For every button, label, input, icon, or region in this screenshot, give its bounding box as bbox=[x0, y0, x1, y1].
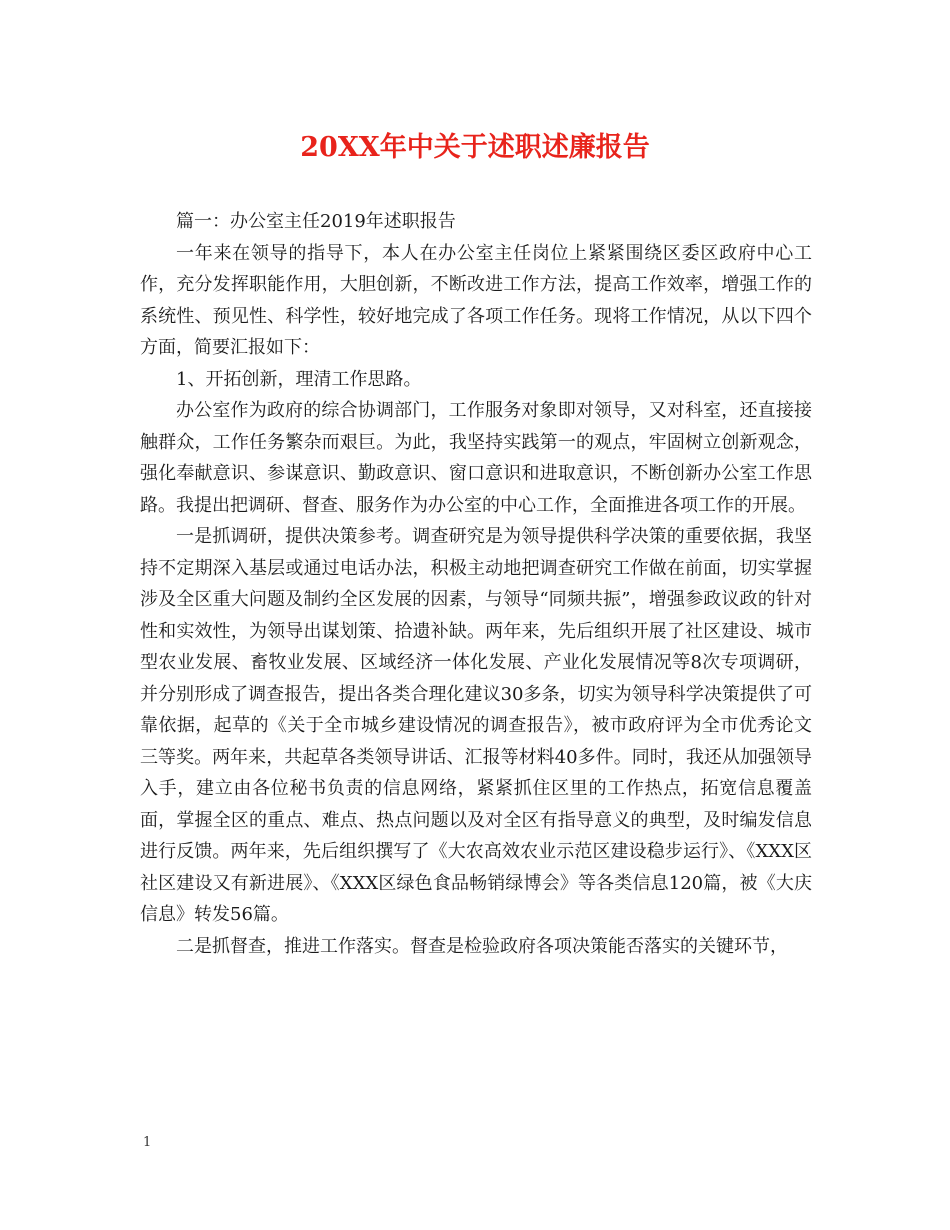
paragraph: 一年来在领导的指导下，本人在办公室主任岗位上紧紧围绕区委区政府中心工作，充分发挥职能作用，大胆创新，不断改进工作方法，提高工作效率，增强工作的系统性、预见性、科学性，较好地完成了各项工作任务。现将工作情况，从以下四个方面，简要汇报如下： bbox=[140, 242, 812, 358]
paragraph: 一是抓调研，提供决策参考。调查研究是为领导提供科学决策的重要依据，我坚持不定期深入基层或通过电话办法，积极主动地把调查研究工作做在前面，切实掌握涉及全区重大问题及制约全区发展的因素，与领导“同频共振”，增强参政议政的针对性和实效性，为领导出谋划策、拾遗补缺。两年来，先后组织开展了社区建设、城市型农业发展、畜牧业发展、区域经济一体化发展、产业化发展情况等8次专项调研，并分别形成了调查报告，提出各类合理化建议30多条，切实为领导科学决策提供了可靠依据，起草的《关于全市城乡建设情况的调查报告》，被市政府评为全市优秀论文三等奖。两年来，共起草各类领导讲话、汇报等材料40多件。同时，我还从加强领导入手，建立由各位秘书负责的信息网络，紧紧抓住区里的工作热点，拓宽信息覆盖面，掌握全区的重点、难点、热点问题以及对全区有指导意义的典型，及时编发信息进行反馈。两年来，先后组织撰写了《大农高效农业示范区建设稳步运行》、《XXX区社区建设又有新进展》、《XXX区绿色食品畅销绿博会》等各类信息120篇，被《大庆信息》转发56篇。 bbox=[140, 526, 812, 925]
paragraph-heading: 篇一：办公室主任2019年述职报告 bbox=[176, 211, 456, 232]
document-title: 20XX年中关于述职述廉报告 bbox=[300, 132, 650, 163]
paragraph: 办公室作为政府的综合协调部门，工作服务对象即对领导，又对科室，还直接接触群众，工作任务繁杂而艰巨。为此，我坚持实践第一的观点，牢固树立创新观念，强化奉献意识、参谋意识、勤政意识、窗口意识和进取意识，不断创新办公室工作思路。我提出把调研、督查、服务作为办公室的中心工作，全面推进各项工作的开展。 bbox=[140, 400, 812, 516]
paragraph: 二是抓督查，推进工作落实。督查是检验政府各项决策能否落实的关键环节， bbox=[176, 935, 788, 957]
page-number: 1 bbox=[143, 1135, 152, 1150]
paragraph-section-title: 1、开拓创新，理清工作思路。 bbox=[176, 368, 422, 390]
document-body bbox=[140, 206, 812, 962]
